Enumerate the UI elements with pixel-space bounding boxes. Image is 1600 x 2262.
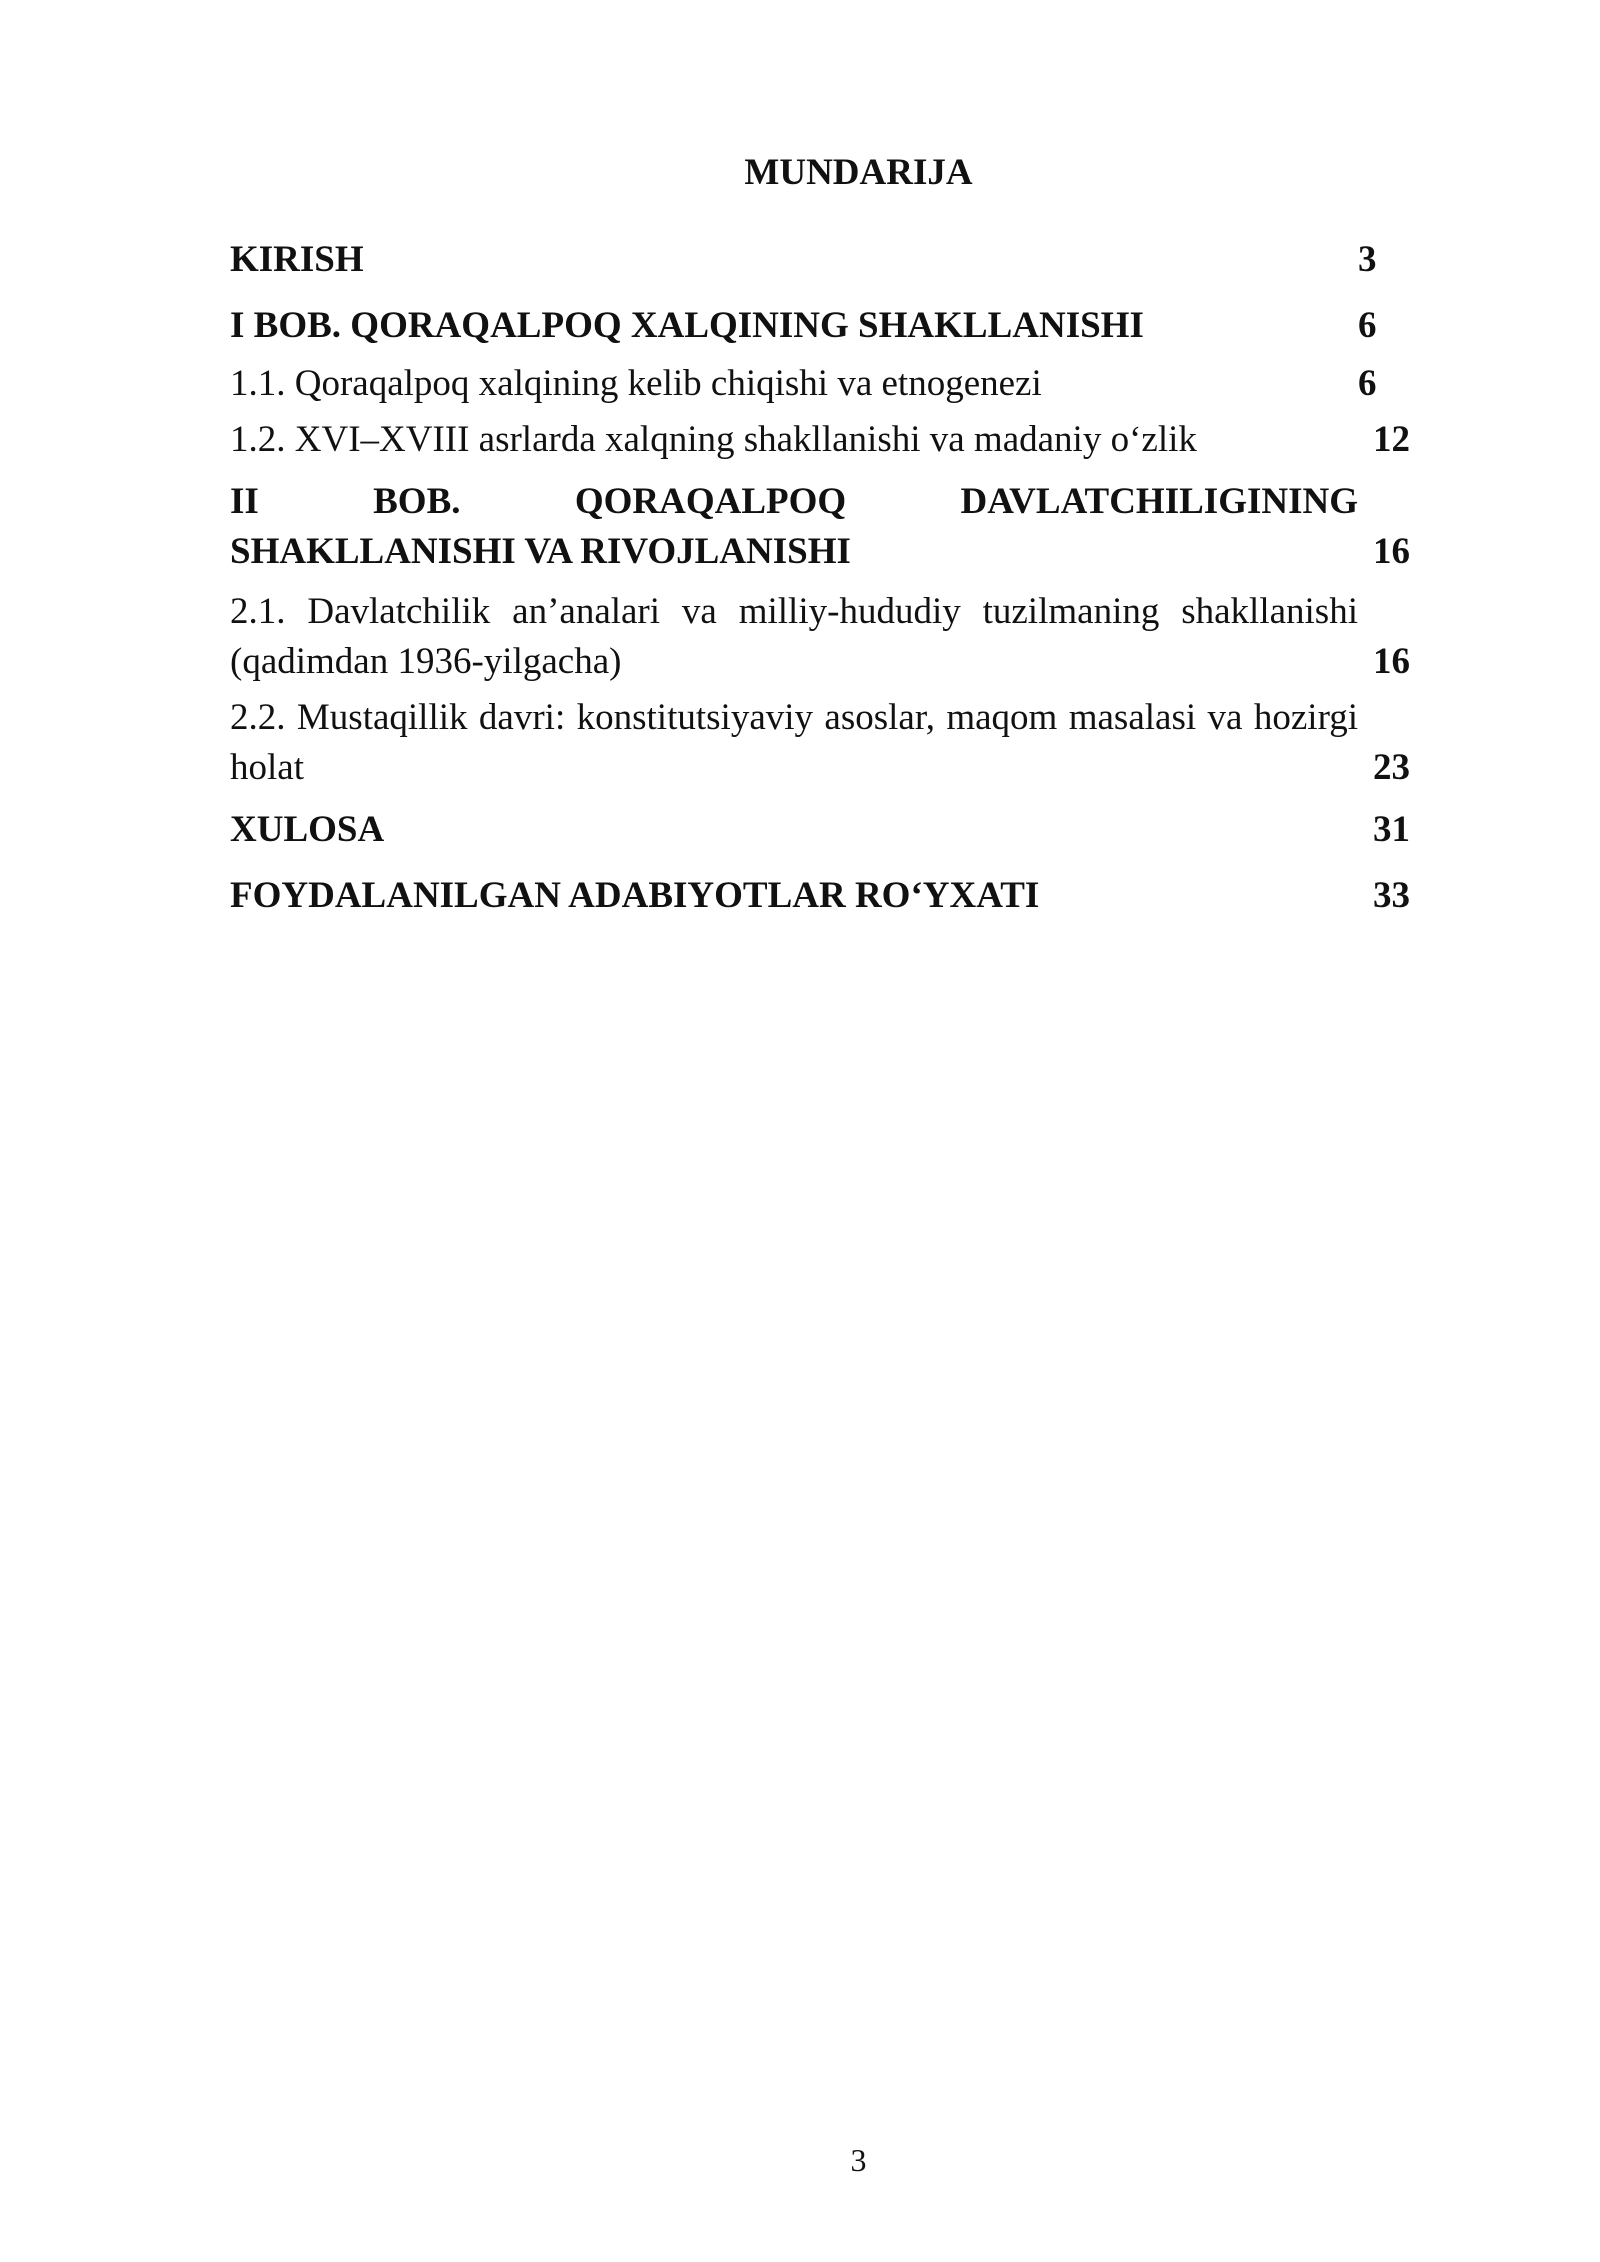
toc-entry-page: 16	[1373, 531, 1410, 572]
toc-entry-section-1-1[interactable]	[230, 359, 1410, 409]
toc-entry-references[interactable]	[230, 871, 1410, 921]
toc-entry-title-line: 2.2. Mustaqillik davri: konstitutsiyaviy asoslar, maqom masalasi va hozirgi	[230, 697, 1358, 738]
toc-entry-title: 1.1. Qoraqalpoq xalqining kelib chiqishi va etnogenezi	[230, 363, 1042, 404]
page-title: MUNDARIJA	[744, 152, 973, 193]
toc-entry-chapter-1[interactable]	[230, 301, 1410, 351]
toc-entry-page: 3	[1358, 239, 1377, 280]
toc-entry-title: 1.2. XVI–XVIII asrlarda xalqning shakllanishi va madaniy o‘zlik	[230, 419, 1197, 460]
toc-entry-title: FOYDALANILGAN ADABIYOTLAR RO‘YXATI	[230, 875, 1040, 916]
toc-entry-page: 33	[1373, 875, 1410, 916]
toc-entry-kirish[interactable]	[230, 235, 1410, 285]
page-number: 3	[850, 2142, 867, 2178]
toc-entry-chapter-2[interactable]	[230, 477, 1410, 577]
toc-entry-section-1-2[interactable]	[230, 415, 1410, 465]
toc-entry-page: 6	[1358, 305, 1377, 346]
toc-entry-page: 31	[1373, 809, 1410, 850]
toc-entry-title: XULOSA	[230, 809, 385, 850]
toc-entry-title-line: II BOB. QORAQALPOQ DAVLATCHILIGINING	[230, 481, 1358, 522]
toc-entry-title	[230, 587, 1358, 687]
toc-entry-title-line: holat	[230, 747, 304, 788]
toc-entry-title	[230, 693, 1358, 793]
toc-entry-page: 16	[1373, 641, 1410, 682]
toc-entry-section-2-2[interactable]	[230, 693, 1410, 793]
toc-entry-page: 12	[1373, 419, 1410, 460]
toc-entry-title-line: (qadimdan 1936-yilgacha)	[230, 641, 622, 682]
toc-entry-title-line: 2.1. Davlatchilik an’analari va milliy-hududiy tuzilmaning shakllanishi	[230, 591, 1358, 632]
table-of-contents	[230, 235, 1410, 921]
toc-entry-section-2-1[interactable]	[230, 587, 1410, 687]
toc-entry-title: KIRISH	[230, 239, 364, 280]
toc-entry-title	[230, 477, 1358, 577]
toc-entry-xulosa[interactable]	[230, 805, 1410, 855]
toc-entry-page: 23	[1373, 747, 1410, 788]
toc-entry-page: 6	[1358, 363, 1377, 404]
toc-entry-title-line: SHAKLLANISHI VA RIVOJLANISHI	[230, 531, 851, 572]
toc-entry-title: I BOB. QORAQALPOQ XALQINING SHAKLLANISHI	[230, 305, 1144, 346]
